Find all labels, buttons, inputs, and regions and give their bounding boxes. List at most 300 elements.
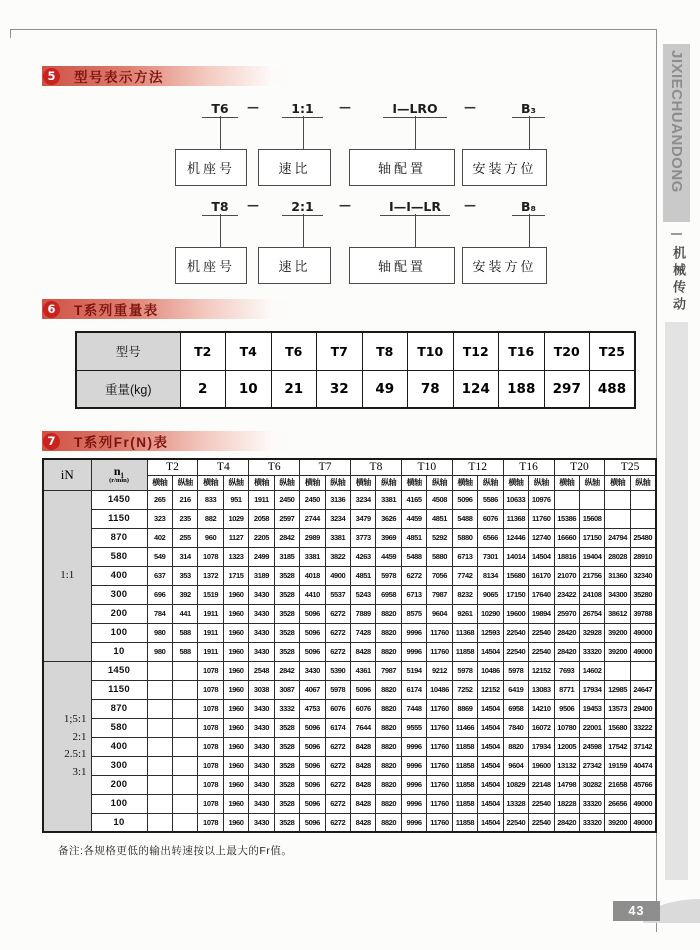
- label-box: 速比: [258, 149, 331, 186]
- speed-cell: 100: [91, 794, 147, 813]
- connector-line: [529, 214, 530, 247]
- fr-value-cell: 1960: [223, 623, 248, 642]
- fr-value-cell: 696: [147, 585, 172, 604]
- fr-value-cell: 2499: [249, 547, 274, 566]
- weight-value-cell: 488: [590, 370, 636, 408]
- fr-value-cell: 5096: [300, 794, 325, 813]
- speed-cell: 580: [91, 718, 147, 737]
- fr-value-cell: 1911: [198, 642, 223, 661]
- fr-value-cell: 441: [172, 604, 197, 623]
- fr-value-cell: 11760: [427, 813, 452, 832]
- fr-value-cell: 6272: [325, 813, 350, 832]
- fr-value-cell: 1078: [198, 756, 223, 775]
- fr-value-cell: 29400: [630, 699, 655, 718]
- fr-row: [43, 756, 656, 775]
- fr-value-cell: 3430: [249, 756, 274, 775]
- fr-value-cell: 8428: [351, 794, 376, 813]
- fr-value-cell: 1960: [223, 585, 248, 604]
- connector-line: [303, 214, 304, 247]
- fr-value-cell: 3185: [274, 547, 299, 566]
- weight-value-cell: 2: [180, 370, 226, 408]
- fr-value-cell: 6076: [325, 699, 350, 718]
- dash-separator: —: [247, 198, 259, 212]
- fr-value-cell: 2989: [300, 528, 325, 547]
- fr-value-cell: 1911: [198, 604, 223, 623]
- fr-value-cell: 11858: [452, 794, 477, 813]
- fr-value-cell: 14504: [478, 699, 503, 718]
- fr-value-cell: 235: [172, 509, 197, 528]
- fr-value-cell: 13328: [503, 794, 528, 813]
- fr-value-cell: 3528: [274, 794, 299, 813]
- fr-value-cell: [605, 661, 630, 680]
- table-row: [76, 332, 635, 370]
- fr-value-cell: 3528: [274, 813, 299, 832]
- fr-value-cell: 3430: [300, 661, 325, 680]
- fr-value-cell: 49000: [630, 623, 655, 642]
- fr-value-cell: 5096: [300, 604, 325, 623]
- fr-value-cell: 4361: [351, 661, 376, 680]
- fr-value-cell: 5096: [300, 623, 325, 642]
- fr-row: [43, 699, 656, 718]
- fr-value-cell: 5243: [351, 585, 376, 604]
- fr-value-cell: 9996: [401, 756, 426, 775]
- fr-header-axis-v: 纵轴: [427, 475, 452, 490]
- fr-value-cell: 9996: [401, 642, 426, 661]
- fr-value-cell: 5096: [351, 680, 376, 699]
- fr-value-cell: 11858: [452, 775, 477, 794]
- fr-value-cell: 6272: [325, 623, 350, 642]
- fr-value-cell: 3234: [325, 509, 350, 528]
- model-diagram-t8: [175, 198, 547, 285]
- fr-value-cell: 17934: [579, 680, 604, 699]
- weight-value-cell: 10: [226, 370, 272, 408]
- fr-header-model: T10: [401, 459, 452, 475]
- fr-value-cell: 32340: [630, 566, 655, 585]
- fr-value-cell: 1519: [198, 585, 223, 604]
- fr-value-cell: 3332: [274, 699, 299, 718]
- speed-cell: 1150: [91, 680, 147, 699]
- fr-value-cell: 7742: [452, 566, 477, 585]
- sidebar-gray-strip: [665, 322, 688, 880]
- fr-value-cell: 8820: [376, 718, 401, 737]
- fr-value-cell: 6076: [478, 509, 503, 528]
- ratio-group-label: [43, 490, 91, 661]
- fr-header-axis-h: 横轴: [503, 475, 528, 490]
- fr-value-cell: 3430: [249, 794, 274, 813]
- fr-value-cell: 1960: [223, 718, 248, 737]
- fr-value-cell: 3430: [249, 642, 274, 661]
- fr-value-cell: 12152: [478, 680, 503, 699]
- fr-value-cell: 8428: [351, 737, 376, 756]
- fr-value-cell: 3528: [274, 623, 299, 642]
- fr-value-cell: 6958: [376, 585, 401, 604]
- label-box: 安装方位: [462, 149, 547, 186]
- fr-value-cell: 8820: [376, 794, 401, 813]
- model-header-cell: T8: [362, 332, 408, 370]
- fr-value-cell: 3381: [325, 528, 350, 547]
- fr-header-axis-v: 纵轴: [325, 475, 350, 490]
- fr-value-cell: 18228: [554, 794, 579, 813]
- fr-value-cell: 5978: [376, 566, 401, 585]
- section6-title: T系列重量表: [74, 303, 159, 318]
- speed-cell: 100: [91, 623, 147, 642]
- connector-line: [529, 116, 530, 149]
- fr-value-cell: 4508: [427, 490, 452, 509]
- section6-number-badge: 6: [43, 301, 60, 318]
- fr-value-cell: [147, 661, 172, 680]
- fr-header-model: T16: [503, 459, 554, 475]
- fr-row: [43, 813, 656, 832]
- fr-value-cell: 31360: [605, 566, 630, 585]
- fr-value-cell: 15386: [554, 509, 579, 528]
- fr-value-cell: 5292: [427, 528, 452, 547]
- fr-value-cell: 14504: [478, 813, 503, 832]
- fr-value-cell: 6958: [503, 699, 528, 718]
- fr-value-cell: 1078: [198, 737, 223, 756]
- fr-value-cell: [579, 490, 604, 509]
- fr-value-cell: 1078: [198, 718, 223, 737]
- fr-header-axis-v: 纵轴: [630, 475, 655, 490]
- fr-value-cell: 33320: [579, 642, 604, 661]
- ratio-label-line: 1;5:1: [63, 713, 87, 726]
- fr-value-cell: 5880: [452, 528, 477, 547]
- fr-value-cell: 8820: [503, 737, 528, 756]
- n1-label: n₁: [113, 464, 125, 479]
- fr-value-cell: 8428: [351, 813, 376, 832]
- fr-value-cell: 637: [147, 566, 172, 585]
- fr-value-cell: [605, 509, 630, 528]
- fr-value-cell: 5537: [325, 585, 350, 604]
- fr-header-model: T2: [147, 459, 198, 475]
- fr-value-cell: 39788: [630, 604, 655, 623]
- fr-value-cell: 6174: [325, 718, 350, 737]
- fr-value-cell: 11858: [452, 642, 477, 661]
- fr-value-cell: 7056: [427, 566, 452, 585]
- connector-line: [415, 214, 416, 247]
- fr-value-cell: [147, 794, 172, 813]
- fr-value-cell: 11368: [503, 509, 528, 528]
- ratio-label-line: 3:1: [72, 765, 87, 778]
- fr-value-cell: 3430: [249, 604, 274, 623]
- fr-value-cell: 3430: [249, 775, 274, 794]
- fr-value-cell: 6272: [401, 566, 426, 585]
- fr-value-cell: 4459: [401, 509, 426, 528]
- fr-value-cell: 833: [198, 490, 223, 509]
- fr-value-cell: 28420: [554, 623, 579, 642]
- fr-value-cell: 4851: [427, 509, 452, 528]
- fr-value-cell: 19894: [529, 604, 554, 623]
- speed-cell: 300: [91, 585, 147, 604]
- fr-header-axis-h: 横轴: [249, 475, 274, 490]
- fr-value-cell: 22148: [529, 775, 554, 794]
- fr-value-cell: 17150: [503, 585, 528, 604]
- fr-value-cell: 14504: [478, 775, 503, 794]
- fr-header-axis-h: 横轴: [452, 475, 477, 490]
- fr-value-cell: 7889: [351, 604, 376, 623]
- fr-value-cell: 2450: [300, 490, 325, 509]
- label-box: 安装方位: [462, 247, 547, 284]
- fr-value-cell: 549: [147, 547, 172, 566]
- fr-value-cell: 1960: [223, 680, 248, 699]
- fr-value-cell: [172, 756, 197, 775]
- fr-value-cell: 22540: [503, 813, 528, 832]
- model-code: T6: [175, 100, 247, 116]
- fr-value-cell: 3528: [274, 775, 299, 794]
- fr-header-model: T8: [351, 459, 402, 475]
- ratio-label-line: 2:1: [72, 730, 87, 743]
- diagram-column: [349, 198, 455, 285]
- fr-value-cell: 3528: [274, 756, 299, 775]
- fr-value-cell: 588: [172, 623, 197, 642]
- fr-value-cell: 7987: [376, 661, 401, 680]
- fr-value-cell: 16170: [529, 566, 554, 585]
- fr-value-cell: 3430: [249, 813, 274, 832]
- model-code: I—LRO: [349, 100, 455, 116]
- fr-value-cell: 3528: [274, 585, 299, 604]
- n1-unit: (r/min): [109, 476, 129, 484]
- model-header-cell: T10: [408, 332, 454, 370]
- fr-value-cell: [147, 718, 172, 737]
- fr-value-cell: 11368: [452, 623, 477, 642]
- fr-row: [43, 585, 656, 604]
- fr-value-cell: 8428: [351, 775, 376, 794]
- fr-value-cell: 13083: [529, 680, 554, 699]
- fr-value-cell: 784: [147, 604, 172, 623]
- fr-value-cell: 14504: [478, 737, 503, 756]
- fr-header-model: T12: [452, 459, 503, 475]
- fr-value-cell: 24647: [630, 680, 655, 699]
- fr-value-cell: 5096: [300, 642, 325, 661]
- dash-separator: —: [247, 100, 259, 114]
- fr-value-cell: 3528: [274, 737, 299, 756]
- fr-value-cell: 1960: [223, 699, 248, 718]
- fr-value-cell: 6419: [503, 680, 528, 699]
- fr-value-cell: 13573: [605, 699, 630, 718]
- dash-separator: —: [339, 198, 351, 212]
- fr-value-cell: 33320: [579, 813, 604, 832]
- fr-value-cell: 3189: [249, 566, 274, 585]
- model-header-cell: T12: [453, 332, 499, 370]
- sidebar-divider-dash: [671, 233, 682, 235]
- fr-value-cell: 11466: [452, 718, 477, 737]
- fr-value-cell: 49000: [630, 642, 655, 661]
- fr-value-cell: 1960: [223, 756, 248, 775]
- fr-value-cell: 35280: [630, 585, 655, 604]
- fr-value-cell: 17934: [529, 737, 554, 756]
- diagram-column: [349, 100, 455, 187]
- label-box: 轴配置: [349, 149, 455, 186]
- fr-value-cell: 6566: [478, 528, 503, 547]
- fr-value-cell: 28420: [554, 642, 579, 661]
- fr-value-cell: [630, 661, 655, 680]
- fr-value-cell: 11858: [452, 756, 477, 775]
- diagram-column: [462, 100, 547, 187]
- fr-value-cell: 24108: [579, 585, 604, 604]
- section5-number-badge: 5: [43, 68, 60, 85]
- fr-value-cell: 1078: [198, 661, 223, 680]
- fr-value-cell: 11760: [427, 775, 452, 794]
- fr-value-cell: 1078: [198, 813, 223, 832]
- fr-value-cell: 14504: [478, 718, 503, 737]
- fr-value-cell: 3381: [376, 490, 401, 509]
- fr-value-cell: 980: [147, 642, 172, 661]
- fr-value-cell: 11760: [427, 699, 452, 718]
- sidebar-brand-text: JIXIECHUANDONG: [668, 50, 685, 193]
- weight-value-cell: 124: [453, 370, 499, 408]
- fr-value-cell: 9604: [503, 756, 528, 775]
- fr-value-cell: 22540: [529, 813, 554, 832]
- fr-header-model: T25: [605, 459, 656, 475]
- fr-value-cell: 7987: [427, 585, 452, 604]
- top-rule-tick: [10, 29, 11, 38]
- fr-value-cell: 3969: [376, 528, 401, 547]
- model-header-cell: T20: [544, 332, 590, 370]
- fr-value-cell: 1029: [223, 509, 248, 528]
- fr-row: [43, 490, 656, 509]
- dash-separator: —: [464, 100, 476, 114]
- fr-value-cell: 1323: [223, 547, 248, 566]
- fr-value-cell: 960: [198, 528, 223, 547]
- fr-value-cell: 26656: [605, 794, 630, 813]
- fr-value-cell: 10486: [427, 680, 452, 699]
- fr-value-cell: 5096: [452, 490, 477, 509]
- fr-value-cell: 40474: [630, 756, 655, 775]
- fr-value-cell: 4410: [300, 585, 325, 604]
- fr-value-cell: 5096: [300, 813, 325, 832]
- top-rule: [10, 29, 656, 30]
- fr-value-cell: 3430: [249, 718, 274, 737]
- fr-value-cell: 2597: [274, 509, 299, 528]
- fr-row: [43, 737, 656, 756]
- fr-value-cell: 4851: [351, 566, 376, 585]
- fr-value-cell: 1078: [198, 547, 223, 566]
- model-header-cell: T6: [271, 332, 317, 370]
- fr-value-cell: 22540: [503, 623, 528, 642]
- speed-cell: 1150: [91, 509, 147, 528]
- fr-header-axis-h: 横轴: [198, 475, 223, 490]
- fr-value-cell: 1960: [223, 794, 248, 813]
- fr-value-cell: 9996: [401, 794, 426, 813]
- fr-header-model: T4: [198, 459, 249, 475]
- model-code: 2:1: [258, 198, 331, 214]
- fr-value-cell: 216: [172, 490, 197, 509]
- fr-value-cell: 12152: [529, 661, 554, 680]
- fr-value-cell: 9996: [401, 737, 426, 756]
- fr-header-axis-v: 纵轴: [376, 475, 401, 490]
- fr-value-cell: [147, 737, 172, 756]
- fr-value-cell: 10486: [478, 661, 503, 680]
- weight-value-cell: 49: [362, 370, 408, 408]
- weight-value-cell: 297: [544, 370, 590, 408]
- fr-header-row: [43, 459, 656, 475]
- fr-header-axis-h: 横轴: [605, 475, 630, 490]
- ratio-label-line: 1:1: [60, 568, 75, 581]
- model-header-cell: T25: [590, 332, 636, 370]
- fr-value-cell: [630, 490, 655, 509]
- model-header-cell: T16: [499, 332, 545, 370]
- fr-value-cell: 8820: [376, 642, 401, 661]
- fr-value-cell: 1960: [223, 604, 248, 623]
- fr-row: [43, 661, 656, 680]
- dash-separator: —: [464, 198, 476, 212]
- fr-value-cell: 14504: [478, 642, 503, 661]
- dash-separator: —: [339, 100, 351, 114]
- fr-value-cell: 6272: [325, 737, 350, 756]
- fr-value-cell: 951: [223, 490, 248, 509]
- fr-value-cell: 22540: [529, 794, 554, 813]
- fr-value-cell: 14602: [579, 661, 604, 680]
- fr-value-cell: 25970: [554, 604, 579, 623]
- fr-value-cell: 3626: [376, 509, 401, 528]
- fr-value-cell: 49000: [630, 813, 655, 832]
- fr-header-axis-h: 横轴: [300, 475, 325, 490]
- fr-header-in: iN: [43, 459, 91, 490]
- weight-table: [75, 331, 636, 409]
- fr-value-cell: 19404: [579, 547, 604, 566]
- fr-value-cell: 882: [198, 509, 223, 528]
- fr-value-cell: 9555: [401, 718, 426, 737]
- fr-value-cell: 6272: [325, 642, 350, 661]
- fr-value-cell: 39200: [605, 813, 630, 832]
- ratio-group-label: [43, 661, 91, 832]
- fr-value-cell: 6713: [401, 585, 426, 604]
- fr-value-cell: 1127: [223, 528, 248, 547]
- fr-value-cell: 4851: [401, 528, 426, 547]
- fr-value-cell: 4900: [325, 566, 350, 585]
- fr-value-cell: 9212: [427, 661, 452, 680]
- fr-header-model: T20: [554, 459, 605, 475]
- fr-value-cell: 5194: [401, 661, 426, 680]
- fr-value-cell: 7644: [351, 718, 376, 737]
- fr-value-cell: 8869: [452, 699, 477, 718]
- connector-line: [303, 116, 304, 149]
- fr-value-cell: [172, 813, 197, 832]
- fr-value-cell: 1372: [198, 566, 223, 585]
- fr-value-cell: 34300: [605, 585, 630, 604]
- fr-value-cell: 12593: [478, 623, 503, 642]
- connector-line: [220, 116, 221, 149]
- fr-value-cell: 6076: [351, 699, 376, 718]
- speed-cell: 870: [91, 699, 147, 718]
- fr-value-cell: 8820: [376, 775, 401, 794]
- fr-value-cell: 19600: [503, 604, 528, 623]
- fr-value-cell: [147, 699, 172, 718]
- model-header-cell: T2: [180, 332, 226, 370]
- fr-value-cell: 3136: [325, 490, 350, 509]
- fr-value-cell: 8820: [376, 756, 401, 775]
- fr-value-cell: 6272: [325, 756, 350, 775]
- fr-value-cell: 14210: [529, 699, 554, 718]
- fr-value-cell: 14014: [503, 547, 528, 566]
- fr-value-cell: 11760: [529, 509, 554, 528]
- footnote: 备注:各规格更低的输出转速按以上最大的Fr值。: [58, 845, 293, 857]
- fr-value-cell: 3528: [274, 718, 299, 737]
- fr-value-cell: 5488: [452, 509, 477, 528]
- fr-value-cell: 6713: [452, 547, 477, 566]
- fr-value-cell: [172, 737, 197, 756]
- fr-value-cell: 11760: [427, 718, 452, 737]
- fr-value-cell: 17542: [605, 737, 630, 756]
- fr-value-cell: 8428: [351, 642, 376, 661]
- fr-value-cell: 1960: [223, 661, 248, 680]
- fr-header-axis-v: 纵轴: [529, 475, 554, 490]
- fr-value-cell: 11760: [427, 737, 452, 756]
- fr-value-cell: 22540: [503, 642, 528, 661]
- fr-value-cell: 30282: [579, 775, 604, 794]
- fr-value-cell: 15608: [579, 509, 604, 528]
- fr-value-cell: 3381: [300, 547, 325, 566]
- speed-cell: 10: [91, 642, 147, 661]
